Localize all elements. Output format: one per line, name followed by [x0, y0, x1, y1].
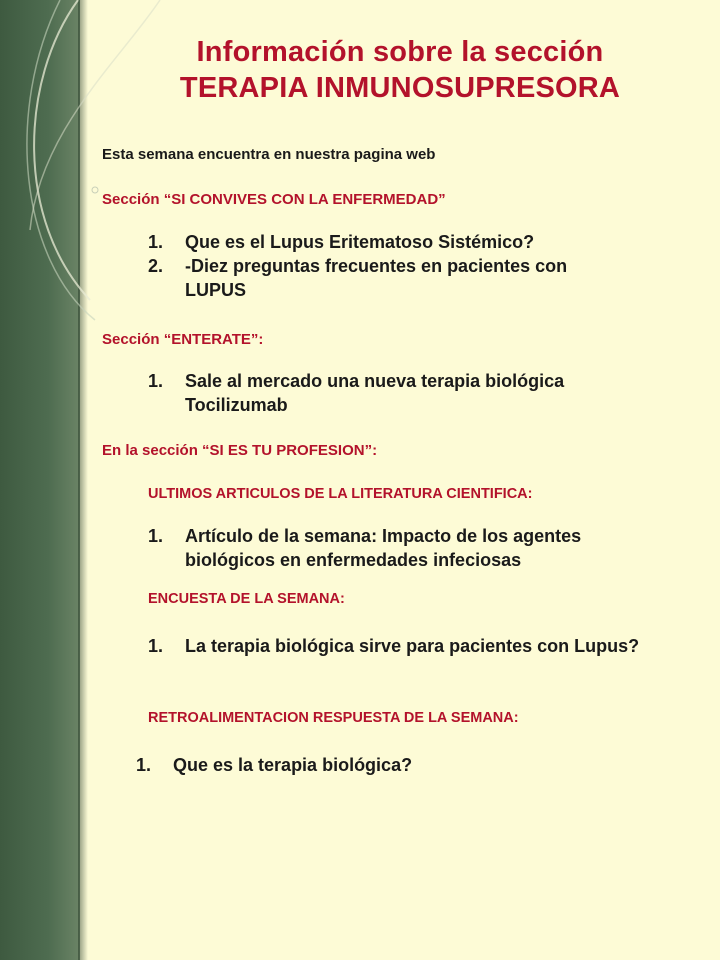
list-item: [136, 753, 636, 777]
section-heading-enterate: Sección “ENTERATE”:: [102, 331, 264, 348]
list-number: 1.: [148, 636, 164, 656]
intro-text: Esta semana encuentra en nuestra pagina web: [102, 146, 436, 163]
list-item: [148, 634, 648, 658]
list-item-text: La terapia biológica sirve para pacientes con Lupus?: [185, 636, 640, 656]
list-articulos: [148, 524, 668, 572]
section-heading-profesion: En la sección “SI ES TU PROFESION”:: [102, 442, 378, 459]
subheading-encuesta: ENCUESTA DE LA SEMANA:: [148, 591, 345, 607]
list-item-text: Artículo de la semana: Impacto de los agentes biológicos en enfermedades infeciosas: [185, 526, 582, 570]
list-convives: [148, 230, 628, 302]
list-number: 1.: [148, 526, 164, 546]
list-number: 1.: [136, 755, 152, 775]
list-enterate: [148, 369, 648, 417]
list-number: 2.: [148, 256, 164, 276]
list-number: 1.: [148, 371, 164, 391]
list-encuesta: [148, 634, 648, 658]
list-item-text: Que es el Lupus Eritematoso Sistémico?: [185, 232, 535, 252]
list-item: [148, 524, 668, 572]
list-item-text: -Diez preguntas frecuentes en pacientes con LUPUS: [185, 256, 568, 300]
subheading-retroalimentacion: RETROALIMENTACION RESPUESTA DE LA SEMANA:: [148, 710, 519, 726]
list-retroalimentacion: [136, 753, 636, 777]
section-heading-convives: Sección “SI CONVIVES CON LA ENFERMEDAD”: [102, 191, 446, 208]
list-item-text: Que es la terapia biológica?: [173, 755, 413, 775]
page-title: [100, 34, 700, 106]
title-line-1: Información sobre la sección: [196, 36, 604, 68]
subheading-articulos: ULTIMOS ARTICULOS DE LA LITERATURA CIENTIFICA:: [148, 486, 533, 502]
list-item: [148, 230, 628, 254]
title-line-2: TERAPIA INMUNOSUPRESORA: [179, 72, 621, 104]
list-item-text: Sale al mercado una nueva terapia biológica Tocilizumab: [185, 371, 565, 415]
list-number: 1.: [148, 232, 164, 252]
list-item: [148, 254, 628, 302]
list-item: [148, 369, 648, 417]
slide-content: [80, 0, 720, 960]
